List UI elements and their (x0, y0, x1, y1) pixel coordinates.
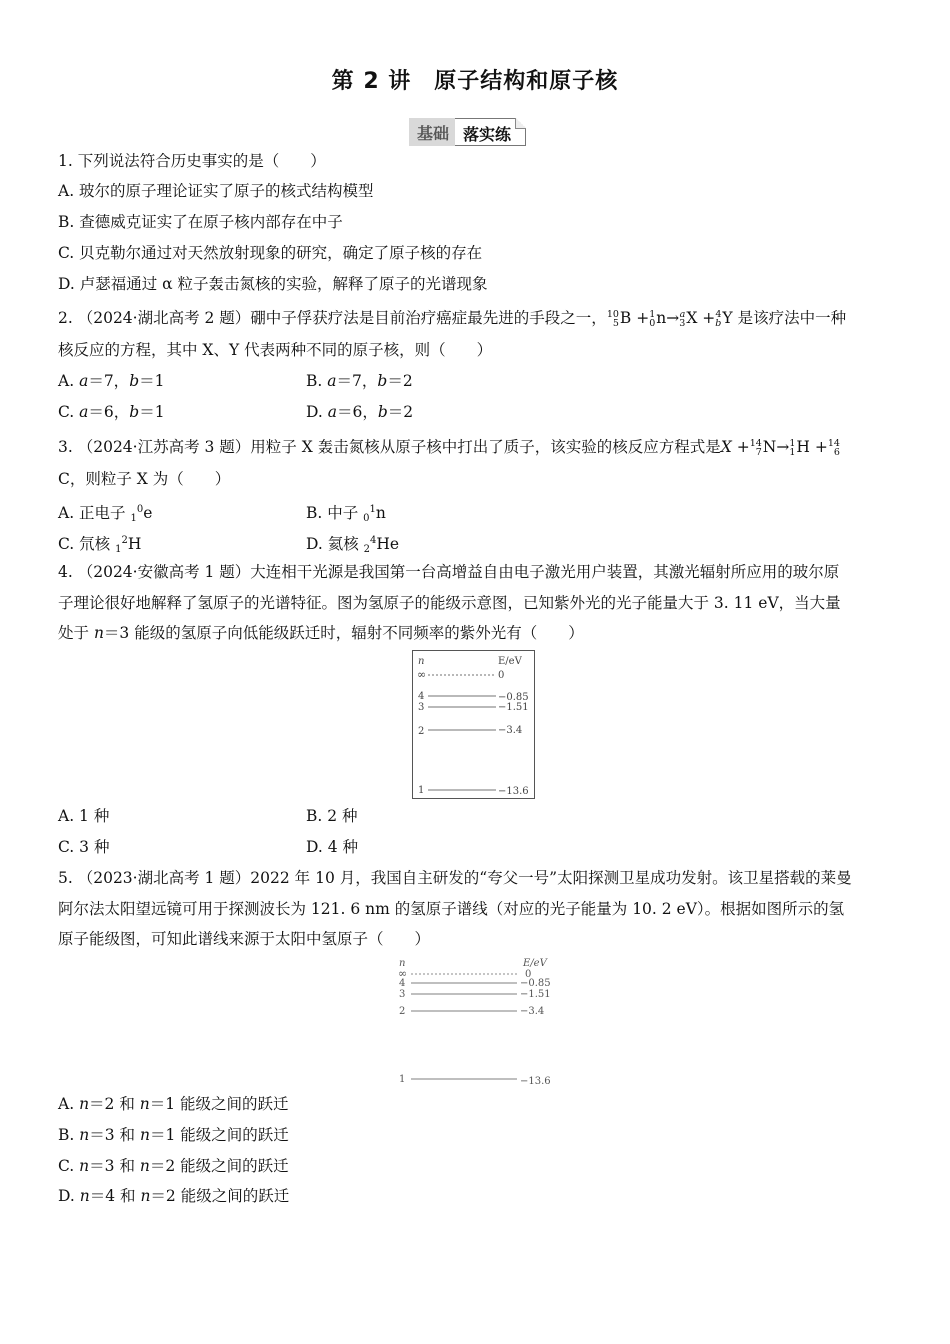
level-e-2: −3.4 (520, 1006, 545, 1017)
level-n-2: 2 (418, 726, 425, 737)
level-n-1: 1 (418, 785, 425, 796)
q3-stem (58, 436, 841, 458)
e-axis-label: E/eV (498, 656, 522, 667)
h-nuclide-numbers (789, 439, 795, 457)
y-nuclide-numbers (715, 310, 721, 328)
q1-option-d: D. 卢瑟福通过 α 粒子轰击氮核的实验，解释了原子的光谱现象 (58, 275, 488, 293)
n-z: 0 (649, 318, 656, 329)
y-symbol: Y (722, 309, 733, 327)
plus-sign-2: + (814, 438, 828, 456)
level-n-2: 2 (399, 1006, 406, 1017)
q1-stem: 1. 下列说法符合历史事实的是（ ） (58, 152, 326, 170)
q1-option-b: B. 查德威克证实了在原子核内部存在中子 (58, 213, 343, 231)
n-axis-label: n (399, 958, 406, 969)
q3-equation (721, 438, 841, 456)
q1-option-c: C. 贝克勒尔通过对天然放射现象的研究，确定了原子核的存在 (58, 244, 483, 262)
level-e-4: −0.85 (520, 978, 551, 989)
q3-option-d: D. 氦核 $_2^4$He (306, 535, 400, 555)
q2-stem (58, 307, 846, 329)
q3-stem-line2: C，则粒子 X 为（ ） (58, 470, 231, 488)
h-mass: 1 (789, 438, 796, 449)
arrow: → (776, 438, 790, 456)
q5-option-a: A. n＝2 和 n＝1 能级之间的跃迁 (58, 1095, 289, 1113)
h-symbol: H (796, 438, 810, 456)
level-n-4: 4 (418, 691, 425, 702)
q4-energy-level-diagram (412, 650, 536, 800)
b-nuclide-numbers (607, 310, 619, 328)
plus-sign-2: + (702, 309, 716, 327)
b-mass: 10 (606, 309, 619, 320)
arrow: → (666, 309, 680, 327)
page-title: 第 2 讲 原子结构和原子核 (331, 69, 619, 94)
level-n-3: 3 (399, 989, 406, 1000)
q4-option-b: B. 2 种 (306, 807, 358, 825)
level-e-3: −1.51 (498, 702, 529, 713)
x-nuclide-numbers (679, 310, 685, 328)
c-nuclide-numbers (828, 439, 840, 457)
q2-option-a: A. a＝7，b＝1 (58, 372, 165, 390)
q5-stem-line2: 阿尔法太阳望远镜可用于探测波长为 121. 6 nm 的氢原子谱线（对应的光子能量为 10. 2 eV）。根据如图所示的氢 (58, 900, 845, 918)
level-e-1: −13.6 (520, 1076, 551, 1087)
n-nuclide-numbers (750, 439, 762, 457)
b-symbol: B (619, 309, 632, 327)
level-e-inf: 0 (498, 670, 505, 681)
plus-sign: + (636, 309, 650, 327)
q4-stem-line2: 子理论很好地解释了氢原子的光谱特征。图为氢原子的能级示意图，已知紫外光的光子能量大于 3. 11 eV，当大量 (58, 594, 841, 612)
q4-option-c: C. 3 种 (58, 838, 110, 856)
level-e-4: −0.85 (498, 692, 529, 703)
level-e-inf: 0 (525, 969, 532, 980)
q2-stem-text: 2. （2024·湖北高考 2 题）硼中子俘获疗法是目前治疗癌症最先进的手段之一， (58, 309, 607, 327)
q5-option-d: D. n＝4 和 n＝2 能级之间的跃迁 (58, 1187, 290, 1205)
y-z: b (715, 318, 722, 329)
q4-option-d: D. 4 种 (306, 838, 359, 856)
n14-z: 7 (755, 447, 762, 458)
n-nuclide-numbers (649, 310, 655, 328)
level-n-1: 1 (399, 1074, 406, 1085)
n-symbol: n (656, 309, 667, 327)
q5-option-b: B. n＝3 和 n＝1 能级之间的跃迁 (58, 1126, 289, 1144)
q2-option-b: B. a＝7，b＝2 (306, 372, 413, 390)
level-n-inf: ∞ (398, 967, 408, 980)
q2-equation (607, 309, 733, 327)
x-mass: a (679, 309, 686, 320)
n-axis-label: n (418, 656, 425, 667)
level-e-2: −3.4 (498, 725, 523, 736)
q2-stem-line2: 核反应的方程，其中 X、Y 代表两种不同的原子核，则（ ） (58, 341, 493, 359)
q3-option-c: C. 氘核 $_1^2$H (58, 535, 142, 555)
q3-option-b: B. 中子 $_0^1$n (306, 504, 386, 524)
q3-stem-text: 3. （2024·江苏高考 3 题）用粒子 X 轰击氮核从原子核中打出了质子，该实验的核反应方程式是 (58, 438, 721, 456)
level-e-3: −1.51 (520, 989, 551, 1000)
n14-symbol: N (762, 438, 777, 456)
plus-sign: + (736, 438, 750, 456)
h-z: 1 (789, 447, 796, 458)
q5-energy-level-diagram (395, 955, 560, 1090)
q4-stem-line3: 处于 n＝3 能级的氢原子向低能级跃迁时，辐射不同频率的紫外光有（ ） (58, 624, 584, 642)
q1-option-a: A. 玻尔的原子理论证实了原子的核式结构模型 (58, 182, 374, 200)
section-badge (409, 118, 526, 146)
level-n-3: 3 (418, 702, 425, 713)
badge-right-text: 落实练 (463, 125, 512, 144)
q2-option-d: D. a＝6，b＝2 (306, 403, 414, 421)
e-axis-label: E/eV (523, 958, 547, 969)
n14-mass: 14 (749, 438, 762, 449)
page-curl-icon (515, 118, 526, 129)
y-mass: 4 (715, 309, 722, 320)
x-particle: X (720, 438, 732, 456)
n-mass: 1 (649, 309, 656, 320)
q4-stem-line1: 4. （2024·安徽高考 1 题）大连相干光源是我国第一台高增益自由电子激光用户装置，其激光辐射所应用的玻尔原 (58, 563, 840, 581)
level-n-inf: ∞ (417, 668, 427, 681)
x-z: 3 (679, 318, 686, 329)
x-symbol: X (686, 309, 698, 327)
q3-option-a: A. 正电子 $_1^0$e (58, 504, 153, 524)
badge-right (455, 118, 526, 146)
q5-option-c: C. n＝3 和 n＝2 能级之间的跃迁 (58, 1157, 289, 1175)
q5-stem-line1: 5. （2023·湖北高考 1 题）2022 年 10 月，我国自主研发的“夸父一号”太阳探测卫星成功发射。该卫星搭载的莱曼 (58, 869, 852, 887)
c-z: 6 (833, 447, 840, 458)
level-n-4: 4 (399, 978, 406, 989)
level-e-1: −13.6 (498, 786, 529, 797)
b-z: 5 (612, 318, 619, 329)
q4-option-a: A. 1 种 (58, 807, 110, 825)
badge-left: 基础 (409, 118, 455, 146)
q2-stem-end: 是该疗法中一种 (737, 309, 847, 327)
c-mass: 14 (827, 438, 840, 449)
q5-stem-line3: 原子能级图，可知此谱线来源于太阳中氢原子（ ） (58, 930, 431, 948)
q2-option-c: C. a＝6，b＝1 (58, 403, 165, 421)
